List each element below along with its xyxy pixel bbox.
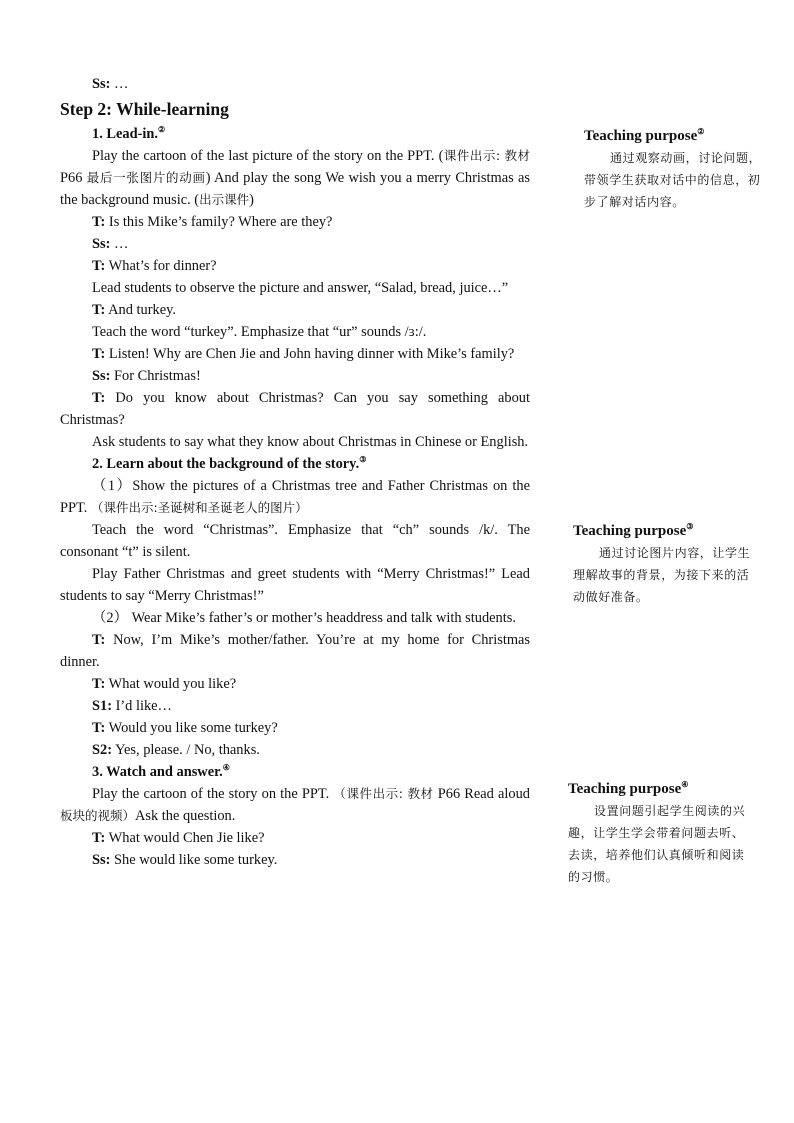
teaching-purpose-note-2 <box>573 520 758 608</box>
dialogue-line: T: Now, I’m Mike’s mother/father. You’re at my home for Christmas dinner. <box>60 632 530 670</box>
teaching-purpose-note-3 <box>568 778 753 888</box>
footnote-mark: ② <box>697 127 705 136</box>
dialogue-line: T: What would Chen Jie like? <box>92 830 265 846</box>
footnote-mark: ③ <box>359 455 367 465</box>
instruction-paragraph: Teach the word “turkey”. Emphasize that “ur” sounds /ɜ:/. <box>92 324 427 340</box>
footnote-mark: ④ <box>222 763 230 773</box>
note-title: Teaching purpose③ <box>573 522 694 539</box>
section-heading-2: 2. Learn about the background of the story.③ <box>92 455 367 472</box>
dialogue-line: S2: Yes, please. / No, thanks. <box>92 742 260 758</box>
dialogue-line: T: Would you like some turkey? <box>92 720 278 736</box>
dialogue-line: T: What would you like? <box>92 676 237 692</box>
note-body: 通过讨论图片内容，让学生理解故事的背景，为接下来的活动做好准备。 <box>573 546 751 604</box>
instruction-paragraph: Teach the word “Christmas”. Emphasize that “ch” sounds /k/. The consonant “t” is silent. <box>60 522 530 560</box>
instruction-paragraph: Lead students to observe the picture and answer, “Salad, bread, juice…” <box>92 280 509 296</box>
teaching-purpose-note-1 <box>584 125 769 213</box>
instruction-paragraph: Ask students to say what they know about Christmas in Chinese or English. <box>92 434 529 450</box>
dialogue-line: T: What’s for dinner? <box>92 258 217 274</box>
dialogue-line: T: Is this Mike’s family? Where are they? <box>92 214 333 230</box>
note-body: 设置问题引起学生阅读的兴趣，让学生学会带着问题去听、去读，培养他们认真倾听和阅读的习惯。 <box>568 804 746 884</box>
dialogue-line: T: And turkey. <box>92 302 176 318</box>
footnote-mark: ③ <box>686 522 694 531</box>
section-heading-3: 3. Watch and answer.④ <box>92 763 230 780</box>
footnote-mark: ② <box>157 125 166 135</box>
instruction-paragraph: Play the cartoon of the last picture of the story on the PPT. (课件出示: 教材 P66 最后一张图片的动画) And play the song We wish you a merry Christmas as the background music. (出示课件) <box>60 148 530 208</box>
dialogue-line: T: Do you know about Christmas? Can you say something about Christmas? <box>60 390 530 428</box>
lesson-plan-body <box>60 73 530 871</box>
instruction-paragraph: （1）Show the pictures of a Christmas tree and Father Christmas on the PPT. （课件出示:圣诞树和圣诞老人的图片） <box>60 478 530 516</box>
dialogue-line: S1: I’d like… <box>92 698 172 714</box>
instruction-paragraph: Play the cartoon of the story on the PPT. （课件出示: 教材 P66 Read aloud 板块的视频）Ask the question. <box>60 786 531 824</box>
dialogue-line: Ss: She would like some turkey. <box>92 852 278 868</box>
note-title: Teaching purpose④ <box>568 780 689 797</box>
note-title: Teaching purpose② <box>584 127 705 144</box>
footnote-mark: ④ <box>681 780 689 789</box>
note-body: 通过观察动画，讨论问题，带领学生获取对话中的信息，初步了解对话内容。 <box>584 151 762 209</box>
dialogue-line: Ss: … <box>92 236 129 252</box>
instruction-paragraph: （2） Wear Mike’s father’s or mother’s headdress and talk with students. <box>92 610 516 626</box>
step-heading: Step 2: While-learning <box>60 99 229 119</box>
dialogue-line: T: Listen! Why are Chen Jie and John having dinner with Mike’s family? <box>92 346 515 362</box>
instruction-paragraph: Play Father Christmas and greet students with “Merry Christmas!” Lead students to say “Merry Christmas!” <box>60 566 530 604</box>
dialogue-line: Ss: For Christmas! <box>92 368 201 384</box>
section-heading-1: 1. Lead-in.② <box>92 125 166 142</box>
dialogue-line: Ss: … <box>92 76 129 92</box>
